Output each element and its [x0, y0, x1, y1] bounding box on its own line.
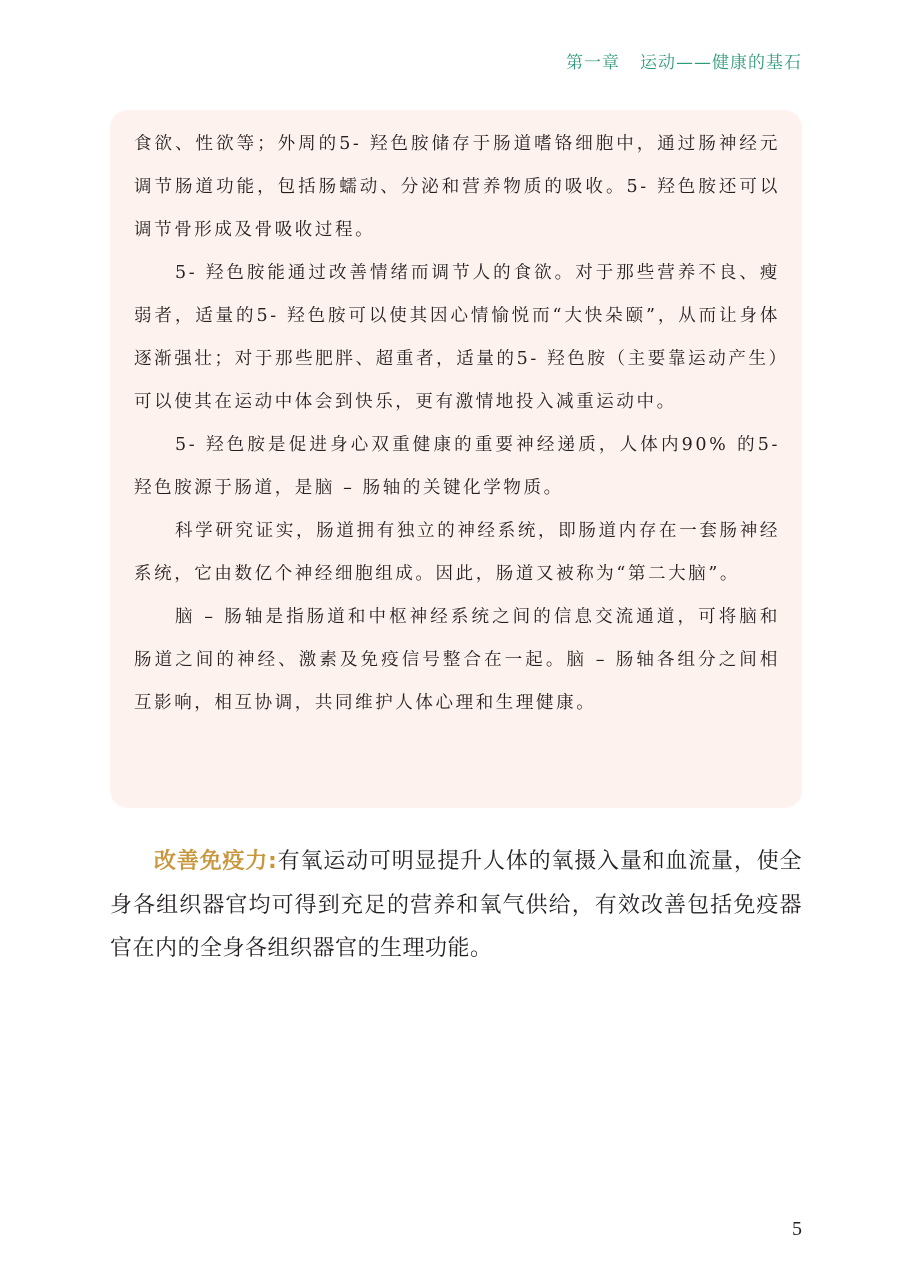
chapter-title: 运动——健康的基石 [640, 53, 802, 73]
callout-paragraph-4: 科学研究证实，肠道拥有独立的神经系统，即肠道内存在一套肠神经系统，它由数亿个神经细胞组成。因此，肠道又被称为“第二大脑”。 [134, 521, 780, 584]
chapter-label: 第一章 [566, 53, 620, 73]
callout-paragraph-2: 5- 羟色胺能通过改善情绪而调节人的食欲。对于那些营养不良、瘦弱者，适量的5- 羟色胺可以使其因心情愉悦而“大快朵颐”，从而让身体逐渐强壮；对于那些肥胖、超重者，适量的5- 羟色胺（主要靠运动产生）可以使其在运动中体会到快乐，更有激情地投入减重运动中。 [134, 263, 780, 412]
running-header [566, 48, 802, 73]
page-number: 5 [792, 1218, 802, 1240]
callout-paragraph-5: 脑 – 肠轴是指肠道和中枢神经系统之间的信息交流通道，可将脑和肠道之间的神经、激素及免疫信号整合在一起。脑 – 肠轴各组分之间相互影响，相互协调，共同维护人体心理和生理健康。 [134, 607, 780, 713]
callout-box [110, 110, 802, 808]
lead-term: 改善免疫力: [154, 849, 278, 874]
callout-paragraph-1: 食欲、性欲等；外周的5- 羟色胺储存于肠道嗜铬细胞中，通过肠神经元调节肠道功能，包括肠蠕动、分泌和营养物质的吸收。5- 羟色胺还可以调节骨形成及骨吸收过程。 [134, 134, 780, 240]
callout-paragraph-3: 5- 羟色胺是促进身心双重健康的重要神经递质，人体内90% 的5- 羟色胺源于肠道，是脑 – 肠轴的关键化学物质。 [134, 435, 780, 498]
body-paragraph [110, 840, 802, 971]
body-text: 有氧运动可明显提升人体的氧摄入量和血流量，使全身各组织器官均可得到充足的营养和氧气供给，有效改善包括免疫器官在内的全身各组织器官的生理功能。 [110, 849, 802, 961]
